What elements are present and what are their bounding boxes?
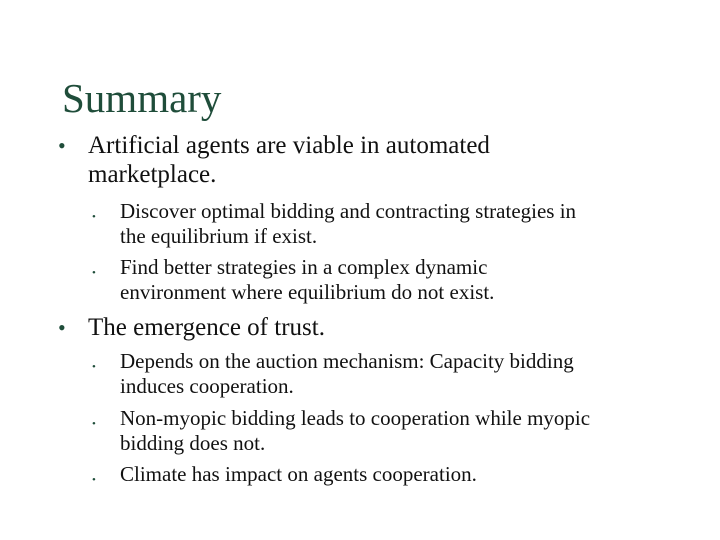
bullet-marker: • <box>58 133 66 158</box>
slide-title: Summary <box>62 75 222 121</box>
sub-bullet-text-line: bidding does not. <box>120 431 266 455</box>
sub-bullet-text-line: Climate has impact on agents cooperation. <box>120 462 477 486</box>
bullet-text-line: marketplace. <box>88 161 217 188</box>
sub-bullet-text-line: induces cooperation. <box>120 374 294 398</box>
sub-bullet-marker: • <box>92 361 96 373</box>
sub-bullet-text-line: the equilibrium if exist. <box>120 224 318 248</box>
sub-bullet-climate <box>92 462 477 487</box>
sub-bullet-non-myopic <box>92 406 591 456</box>
sub-bullet-auction-mechanism <box>92 349 574 399</box>
sub-bullet-discover-optimal <box>92 199 577 249</box>
sub-bullet-text-line: Depends on the auction mechanism: Capacity bidding <box>120 349 574 373</box>
sub-bullet-marker: • <box>92 418 96 430</box>
bullet-text-line: The emergence of trust. <box>88 314 325 341</box>
sub-bullet-marker: • <box>92 211 96 223</box>
sub-bullet-find-better <box>92 255 495 305</box>
bullet-artificial-agents <box>58 131 490 189</box>
bullet-marker: • <box>58 315 66 340</box>
sub-bullet-marker: • <box>92 474 96 486</box>
sub-bullet-text-line: environment where equilibrium do not exist. <box>120 280 495 304</box>
sub-bullet-text-line: Non-myopic bidding leads to cooperation while myopic <box>120 406 591 430</box>
sub-bullet-marker: • <box>92 267 96 279</box>
bullet-emergence-of-trust <box>58 313 325 342</box>
sub-bullet-text-line: Discover optimal bidding and contracting strategies in <box>120 199 577 223</box>
sub-bullet-text-line: Find better strategies in a complex dynamic <box>120 255 488 279</box>
bullet-text-line: Artificial agents are viable in automated <box>88 132 490 159</box>
